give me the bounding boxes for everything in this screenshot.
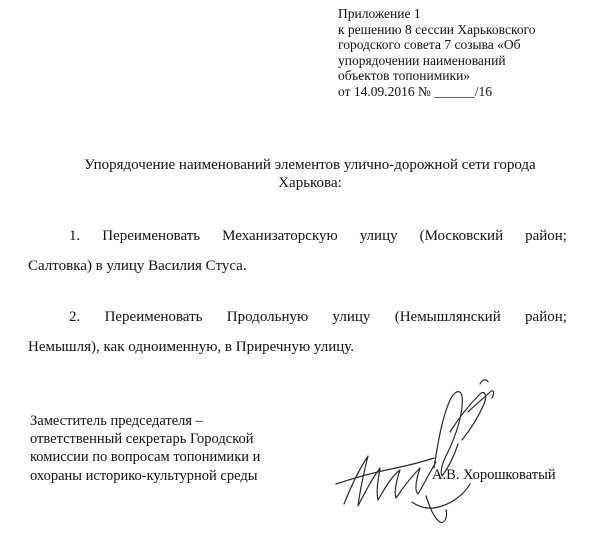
appendix-line: упорядочении наименований bbox=[338, 52, 506, 68]
item-word: Переименовать bbox=[104, 309, 203, 325]
appendix-line: от 14.09.2016 № ______/16 bbox=[338, 83, 492, 99]
item-number: 1. bbox=[69, 228, 81, 244]
handwritten-signature bbox=[330, 372, 500, 532]
item-word: улицу bbox=[332, 309, 371, 325]
appendix-line: объектов топонимики» bbox=[338, 68, 471, 83]
item-word: (Московский bbox=[419, 228, 504, 244]
appendix-line: городского совета 7 созыва «Об bbox=[338, 37, 521, 52]
title-line-1: Упорядочение наименований элементов улично-дорожной сети города bbox=[84, 157, 536, 173]
item-word: улицу bbox=[359, 228, 398, 244]
item-word: район; bbox=[525, 309, 567, 325]
item-word: Механизаторскую bbox=[222, 228, 338, 244]
appendix-line: к решению 8 сессии Харьковского bbox=[338, 21, 536, 37]
signer-name: А.В. Хорошковатый bbox=[432, 467, 556, 483]
item-word: Переименовать bbox=[102, 228, 201, 244]
document-title bbox=[40, 156, 580, 192]
decision-item-1 bbox=[28, 221, 567, 281]
decision-item-2 bbox=[28, 302, 567, 362]
appendix-line: Приложение 1 bbox=[338, 6, 421, 21]
appendix-header bbox=[338, 6, 578, 99]
item-number: 2. bbox=[69, 309, 81, 325]
signer-line: ответственный секретарь Городской bbox=[30, 431, 254, 448]
title-line-2: Харькова: bbox=[278, 175, 342, 191]
item-word: Продольную bbox=[226, 309, 309, 325]
signer-title bbox=[30, 412, 260, 485]
item-first-line bbox=[28, 302, 567, 332]
item-word: район; bbox=[525, 228, 567, 244]
signer-line: комиссии по вопросам топонимики и bbox=[30, 449, 261, 466]
item-first-line bbox=[28, 221, 567, 251]
signer-line: Заместитель председателя – bbox=[30, 413, 203, 429]
item-second-line: Салтовка) в улицу Василия Стуса. bbox=[28, 258, 247, 274]
item-second-line: Немышля), как одноименную, в Приречную улицу. bbox=[28, 339, 355, 355]
signer-line: охораны историко-культурной среды bbox=[30, 467, 258, 484]
item-word: (Немышлянский bbox=[394, 309, 501, 325]
